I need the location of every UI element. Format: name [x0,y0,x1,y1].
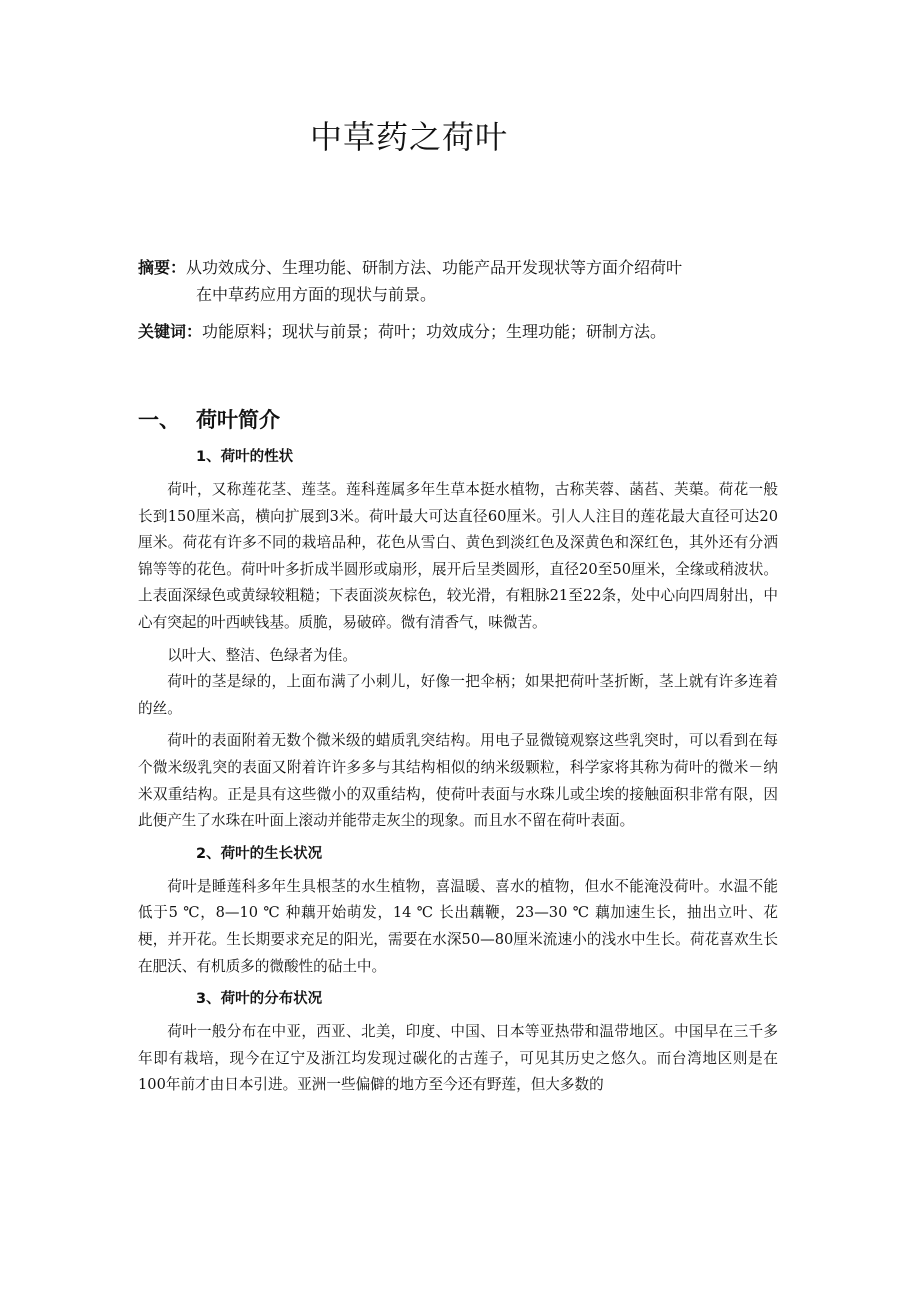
keywords-block [138,318,798,345]
paragraph-properties: 荷叶，又称莲花茎、莲茎。莲科莲属多年生草本挺水植物，古称芙蓉、菡萏、芙蕖。荷花一般长到150厘米高，横向扩展到3米。荷叶最大可达直径60厘米。引人人注目的莲花最大直径可达20厘米。荷花有许多不同的栽培品种，花色从雪白、黄色到淡红色及深黄色和深红色，其外还有分洒锦等等的花色。荷叶叶多折成半圆形或扇形，展开后呈类圆形，直径20至50厘米，全缘或稍波状。上表面深绿色或黄绿较粗糙；下表面淡灰棕色，较光滑，有粗脉21至22条，处中心向四周射出，中心有突起的叶西峡钱基。质脆，易破碎。微有清香气，味微苦。 [138,481,778,631]
paragraph-growth: 荷叶是睡莲科多年生具根茎的水生植物，喜温暖、喜水的植物，但水不能淹没荷叶。水温不能低于5 ℃，8—10 ℃ 种藕开始萌发，14 ℃ 长出藕鞭，23—30 ℃ 藕加速生长，抽出立叶、花梗，并开花。生长期要求充足的阳光，需要在水深50—80厘米流速小的浅水中生长。荷花喜欢生长在肥沃、有机质多的微酸性的砧土中。 [138,877,778,975]
keywords-text: 功能原料；现状与前景；荷叶；功效成分；生理功能；研制方法。 [202,322,667,341]
paragraph-stem: 荷叶的茎是绿的，上面布满了小刺儿，好像一把伞柄；如果把荷叶茎折断，茎上就有许多连着的丝。 [138,673,778,717]
paragraph-distribution: 荷叶一般分布在中亚，西亚、北美，印度、中国、日本等亚热带和温带地区。中国早在三千多年即有栽培，现今在辽宁及浙江均发现过碳化的古莲子，可见其历史之悠久。而台湾地区则是在100年前才由日本引进。亚洲一些偏僻的地方至今还有野莲，但大多数的 [138,1023,778,1094]
subsection-heading-3: 3、荷叶的分布状况 [196,991,323,1008]
abstract-text-2: 在中草药应用方面的现状与前景。 [196,285,437,304]
section-content [138,444,778,1105]
abstract-line-1 [138,254,798,281]
document-title: 中草药之荷叶 [310,118,509,156]
abstract-text-1: 从功效成分、生理功能、研制方法、功能产品开发现状等方面介绍荷叶 [186,258,683,277]
subsection-heading-1: 1、荷叶的性状 [196,449,294,465]
section-number: 一、 [138,408,180,432]
section-title: 荷叶简介 [196,408,280,432]
paragraph-quality: 以叶大、整洁、色绿者为佳。 [167,646,357,664]
keywords-label: 关键词： [138,322,203,341]
subsection-heading-2: 2、荷叶的生长状况 [196,845,323,862]
paragraph-surface: 荷叶的表面附着无数个微米级的蜡质乳突结构。用电子显微镜观察这些乳突时，可以看到在每个微米级乳突的表面又附着许许多多与其结构相似的纳米级颗粒，科学家将其称为荷叶的微米－纳米双重结构。正是具有这些微小的双重结构，使荷叶表面与水珠儿或尘埃的接触面积非常有限，因此便产生了水珠在叶面上滚动并能带走灰尘的现象。而且水不留在荷叶表面。 [138,732,778,830]
section-heading [138,404,280,434]
abstract-block [138,254,798,308]
abstract-label: 摘要： [138,258,187,277]
